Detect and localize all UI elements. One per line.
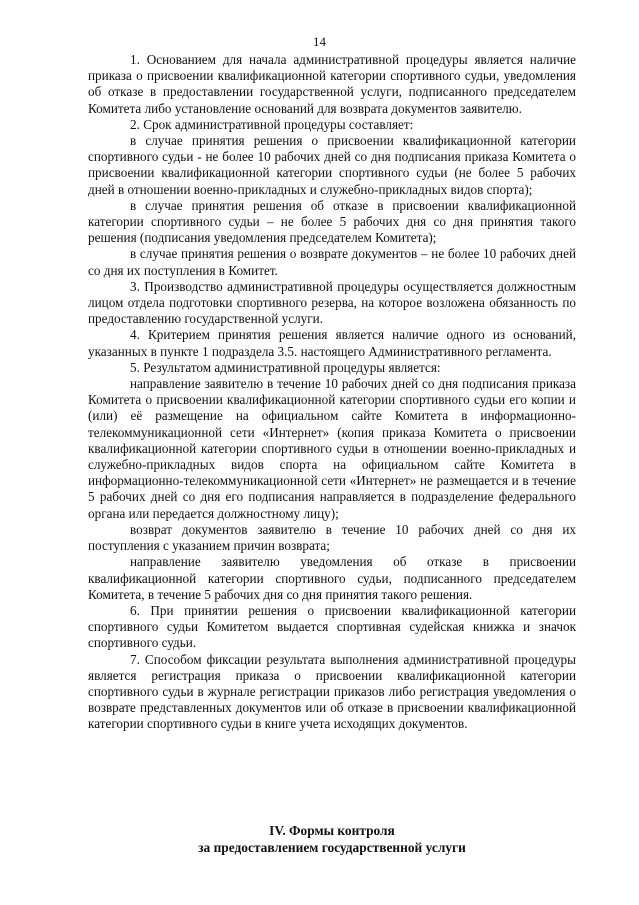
page-number: 14 (313, 34, 326, 49)
paragraph: 5. Результатом административной процедуры является: (130, 359, 441, 375)
paragraph: в случае принятия решения о возврате документов – не более 10 рабочих дней со дня их поступления в Комитет. (88, 246, 576, 278)
section-heading-line2: за предоставлением государственной услуги (198, 840, 466, 855)
paragraph: 1. Основанием для начала административной процедуры является наличие приказа о присвоении квалификационной категории спортивного судьи, уведомления об отказе в предоставлении государственной услуги, подписанного председателем Комитета либо установление оснований для возврата документов заявителю. (88, 52, 576, 116)
paragraph: в случае принятия решения о присвоении квалификационной категории спортивного судьи - не более 10 рабочих дней со дня подписания приказа Комитета о присвоении квалификационной категории спортивного судьи (не более 5 рабочих дней в отношении военно-прикладных и служебно-прикладных видов спорта); (88, 133, 576, 197)
paragraph: направление заявителю уведомления об отказе в присвоении квалификационной категории спортивного судьи, подписанного председателем Комитета, в течение 5 рабочих дня со дня принятия такого решения. (88, 554, 576, 602)
paragraph: возврат документов заявителю в течение 10 рабочих дней со дня их поступления с указанием причин возврата; (88, 521, 576, 554)
paragraph: 6. При принятии решения о присвоении квалификационной категории спортивного судьи Комитетом выдается спортивная судейская книжка и значок спортивного судьи. (88, 602, 576, 651)
paragraph: 2. Срок административной процедуры составляет: (130, 116, 414, 132)
paragraph: 3. Производство административной процедуры осуществляется должностным лицом отдела подготовки спортивного резерва, на которое возложена обязанность по предоставлению государственной услуги. (88, 278, 576, 327)
document-body (88, 52, 576, 733)
paragraph: направление заявителю в течение 10 рабочих дней со дня подписания приказа Комитета о присвоении квалификационной категории спортивного судьи его копии и (или) её размещение на официальном сайте Комитета в информационно-телекоммуникационной сети «Интернет» (копия приказа Комитета о присвоении квалификационной категории спортивного судьи в отношении военно-прикладных и служебно-прикладных видов спорта на официальном сайте Комитета в информационно-телекоммуникационной сети «Интернет» не размещается и в течение 5 рабочих дней со дня его подписания направляется в подразделение федерального органа или передается должностному лицу); (88, 376, 576, 521)
paragraph: 4. Критерием принятия решения является наличие одного из оснований, указанных в пункте 1 подраздела 3.5. настоящего Административного регламента. (88, 327, 576, 359)
paragraph: 7. Способом фиксации результата выполнения административной процедуры является регистрация приказа о присвоении квалификационной категории спортивного судьи в журнале регистрации приказов либо регистрация уведомления о возврате представленных документов или об отказе в присвоении квалификационной категории спортивного судьи в книге учета исходящих документов. (88, 651, 576, 732)
section-heading-line1: IV. Формы контроля (269, 823, 395, 838)
section-heading (88, 822, 576, 856)
paragraph: в случае принятия решения об отказе в присвоении квалификационной категории спортивного судьи – не более 5 рабочих дня со дня принятия такого решения (подписания уведомления председателем Комитета); (88, 197, 576, 246)
